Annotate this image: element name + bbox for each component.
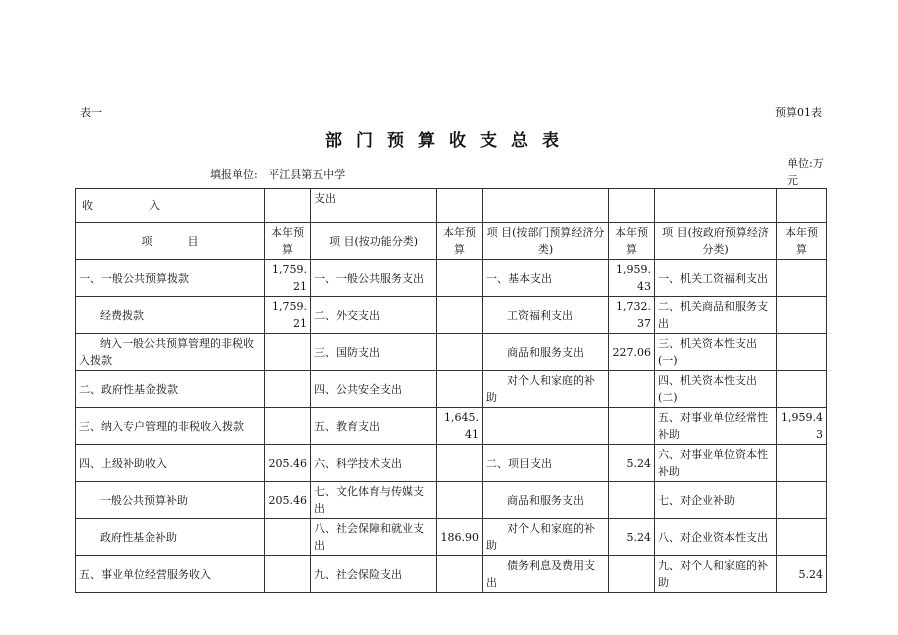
amount-cell [265, 334, 311, 371]
table-row [76, 408, 827, 445]
blank-cell [437, 189, 483, 223]
col-budget: 本年预算 [609, 223, 655, 260]
item-cell: 九、社会保险支出 [311, 556, 437, 593]
blank-cell [265, 189, 311, 223]
item-cell: 四、机关资本性支出(二) [655, 371, 777, 408]
amount-cell [609, 408, 655, 445]
reporting-unit [210, 166, 345, 182]
table-row [76, 482, 827, 519]
table-code: 预算01表 [775, 106, 822, 119]
item-cell: 商品和服务支出 [483, 334, 609, 371]
amount-cell [777, 445, 827, 482]
item-cell: 一、机关工资福利支出 [655, 260, 777, 297]
table-row [76, 260, 827, 297]
amount-cell [437, 371, 483, 408]
item-cell: 二、机关商品和服务支出 [655, 297, 777, 334]
amount-cell [777, 260, 827, 297]
amount-cell: 5.24 [777, 556, 827, 593]
blank-cell [483, 189, 609, 223]
item-cell: 三、机关资本性支出(一) [655, 334, 777, 371]
expense-header: 支出 [311, 189, 437, 223]
currency-unit: 单位:万元 [787, 157, 824, 187]
page-title: 部门预算收支总表 [325, 131, 573, 151]
item-cell: 一般公共预算补助 [76, 482, 265, 519]
item-cell: 对个人和家庭的补助 [483, 371, 609, 408]
item-cell: 对个人和家庭的补助 [483, 519, 609, 556]
budget-table [75, 188, 827, 593]
amount-cell: 186.90 [437, 519, 483, 556]
amount-cell [265, 556, 311, 593]
amount-cell [777, 482, 827, 519]
amount-cell: 227.06 [609, 334, 655, 371]
header-row-1 [76, 189, 827, 223]
col-dept: 项 目(按部门预算经济分类) [483, 223, 609, 260]
amount-cell [437, 297, 483, 334]
col-item: 项 目 [76, 223, 265, 260]
item-cell: 五、事业单位经营服务收入 [76, 556, 265, 593]
item-cell: 八、社会保障和就业支出 [311, 519, 437, 556]
amount-cell [777, 519, 827, 556]
amount-cell: 205.46 [265, 482, 311, 519]
amount-cell [265, 408, 311, 445]
item-cell: 一、一般公共预算拨款 [76, 260, 265, 297]
item-cell: 六、科学技术支出 [311, 445, 437, 482]
amount-cell [437, 334, 483, 371]
header-row-2 [76, 223, 827, 260]
item-cell: 债务利息及费用支出 [483, 556, 609, 593]
reporting-unit-label: 填报单位: [210, 168, 258, 181]
col-budget: 本年预算 [437, 223, 483, 260]
amount-cell [437, 445, 483, 482]
item-cell: 八、对企业资本性支出 [655, 519, 777, 556]
item-cell: 九、对个人和家庭的补助 [655, 556, 777, 593]
amount-cell [437, 260, 483, 297]
item-cell: 三、国防支出 [311, 334, 437, 371]
amount-cell: 1,759.21 [265, 260, 311, 297]
item-cell: 二、项目支出 [483, 445, 609, 482]
item-cell: 七、文化体育与传媒支出 [311, 482, 437, 519]
table-row [76, 556, 827, 593]
amount-cell: 1,645.41 [437, 408, 483, 445]
reporting-unit-name: 平江县第五中学 [268, 168, 346, 181]
table-row [76, 519, 827, 556]
amount-cell: 5.24 [609, 445, 655, 482]
amount-cell: 205.46 [265, 445, 311, 482]
table-row [76, 445, 827, 482]
income-header: 收 入 [76, 189, 265, 223]
col-func: 项 目(按功能分类) [311, 223, 437, 260]
item-cell: 四、公共安全支出 [311, 371, 437, 408]
col-gov: 项 目(按政府预算经济分类) [655, 223, 777, 260]
item-cell [483, 408, 609, 445]
table-number: 表一 [80, 106, 102, 119]
amount-cell: 1,759.21 [265, 297, 311, 334]
item-cell: 工资福利支出 [483, 297, 609, 334]
amount-cell [777, 334, 827, 371]
item-cell: 三、纳入专户管理的非税收入拨款 [76, 408, 265, 445]
item-cell: 经费拨款 [76, 297, 265, 334]
item-cell: 一、一般公共服务支出 [311, 260, 437, 297]
amount-cell [437, 556, 483, 593]
amount-cell [609, 482, 655, 519]
col-budget: 本年预算 [265, 223, 311, 260]
table-row [76, 297, 827, 334]
item-cell: 五、对事业单位经常性补助 [655, 408, 777, 445]
item-cell: 六、对事业单位资本性补助 [655, 445, 777, 482]
amount-cell [265, 519, 311, 556]
table-row [76, 334, 827, 371]
item-cell: 商品和服务支出 [483, 482, 609, 519]
amount-cell: 1,959.43 [777, 408, 827, 445]
amount-cell [437, 482, 483, 519]
item-cell: 五、教育支出 [311, 408, 437, 445]
amount-cell [777, 371, 827, 408]
col-budget: 本年预算 [777, 223, 827, 260]
table-row [76, 371, 827, 408]
item-cell: 一、基本支出 [483, 260, 609, 297]
blank-cell [777, 189, 827, 223]
amount-cell: 1,959.43 [609, 260, 655, 297]
amount-cell [777, 297, 827, 334]
amount-cell [609, 371, 655, 408]
item-cell: 政府性基金补助 [76, 519, 265, 556]
amount-cell: 5.24 [609, 519, 655, 556]
blank-cell [655, 189, 777, 223]
item-cell: 纳入一般公共预算管理的非税收入拨款 [76, 334, 265, 371]
amount-cell [265, 371, 311, 408]
amount-cell [609, 556, 655, 593]
item-cell: 二、政府性基金拨款 [76, 371, 265, 408]
amount-cell: 1,732.37 [609, 297, 655, 334]
item-cell: 四、上级补助收入 [76, 445, 265, 482]
blank-cell [609, 189, 655, 223]
item-cell: 二、外交支出 [311, 297, 437, 334]
item-cell: 七、对企业补助 [655, 482, 777, 519]
